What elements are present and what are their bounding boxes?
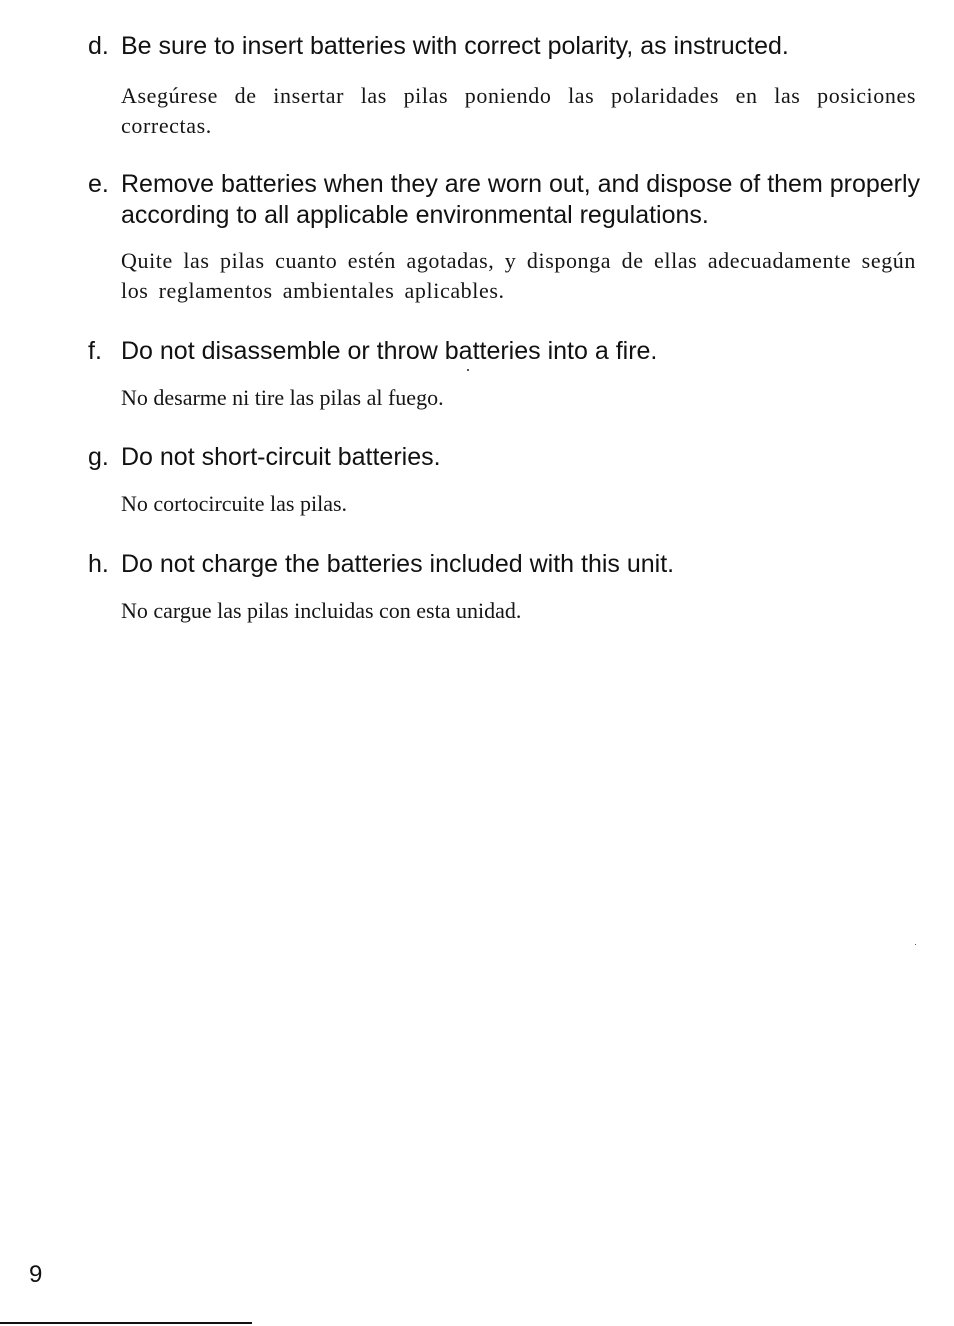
scan-speck [915,944,916,945]
item-spanish-text: No desarme ni tire las pilas al fuego. [121,385,444,410]
item-english-text: Do not short-circuit batteries. [121,443,441,471]
scan-speck [467,369,469,371]
item-english-text: Do not disassemble or throw batteries into a fire. [121,337,658,365]
page-number: 9 [29,1261,43,1288]
footer-rule [0,1322,252,1324]
item-spanish-text: No cortocircuite las pilas. [121,491,348,516]
item-spanish-text: Asegúrese de insertar las pilas poniendo las polaridades en las posiciones correctas. [121,83,916,138]
item-english-text: Remove batteries when they are worn out, and dispose of them properly according to all applicable environmental regulations. [121,170,921,229]
item-letter: e. [88,170,109,198]
item-letter: f. [88,337,102,365]
item-letter: g. [88,443,109,471]
item-letter: h. [88,550,109,578]
item-letter: d. [88,32,109,60]
item-spanish-text: No cargue las pilas incluidas con esta unidad. [121,598,522,623]
item-english-text: Do not charge the batteries included with this unit. [121,550,675,578]
item-spanish-text: Quite las pilas cuanto estén agotadas, y disponga de ellas adecuadamente según los reglamentos ambientales aplicables. [121,248,916,303]
item-english-text: Be sure to insert batteries with correct polarity, as instructed. [121,32,789,60]
